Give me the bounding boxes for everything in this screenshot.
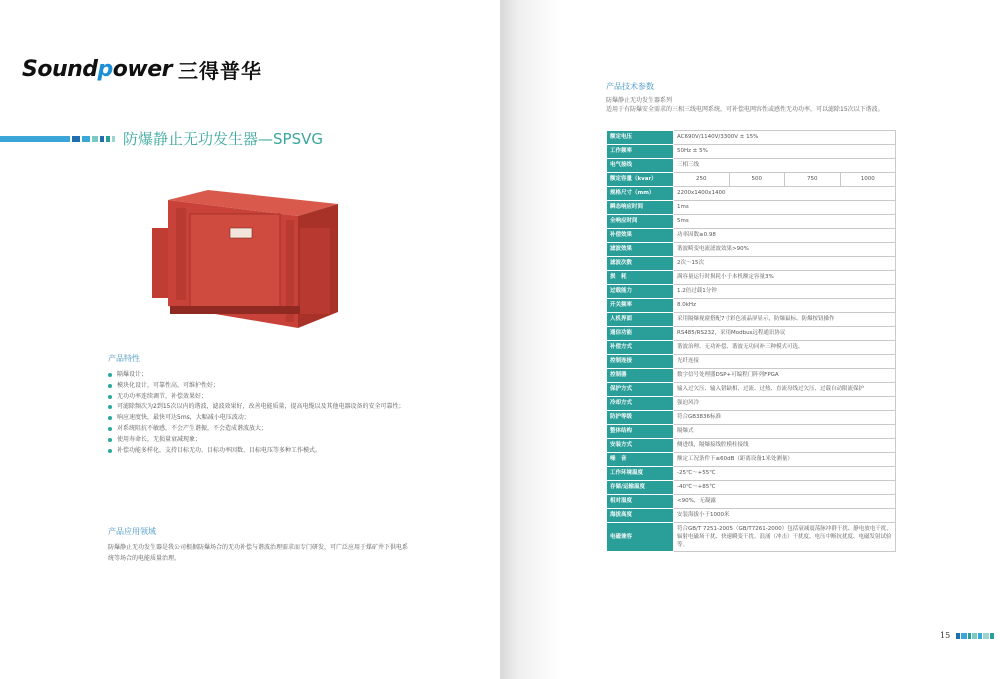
feature-item: 模块化设计，可靠性高，可维护性好； — [108, 381, 408, 392]
spec-value: -40℃～+85℃ — [674, 481, 896, 495]
spec-value: AC690V/1140V/3300V ± 15% — [674, 131, 896, 145]
spec-value: 光纤连接 — [674, 355, 896, 369]
spec-row — [607, 131, 896, 145]
feature-item: 补偿功能多样化，支持目标无功、目标功率因数、目标电压等多种工作模式。 — [108, 446, 408, 457]
spec-row — [607, 201, 896, 215]
spec-value: 5ms — [674, 215, 896, 229]
spec-value: 满容量运行时损耗小于本机额定容量3% — [674, 271, 896, 285]
spec-key: 额定电压 — [607, 131, 674, 145]
spec-key: 冷却方式 — [607, 397, 674, 411]
spec-value: 安装海拔小于1000米 — [674, 509, 896, 523]
spec-value: 2次～15次 — [674, 257, 896, 271]
spec-value: 8.0kHz — [674, 299, 896, 313]
specs-table-body — [607, 131, 896, 552]
spec-value: -25℃～+55℃ — [674, 467, 896, 481]
page-number: 15 — [940, 631, 951, 640]
spec-row — [607, 159, 896, 173]
spec-row — [607, 243, 896, 257]
spec-key: 补偿效果 — [607, 229, 674, 243]
features-list — [108, 370, 408, 456]
application-text: 防爆静止无功发生器是我公司根据防爆场合的无功补偿与谐波治理需求而专门研发，可广泛应用于煤矿井下供电系统等场合的电能质量治理。 — [108, 544, 409, 562]
spec-key: 工作环境温度 — [607, 467, 674, 481]
spec-row — [607, 509, 896, 523]
spec-value: 符合GB/T 7251-2005（GB/T7261-2000）包括衰减震荡脉冲群干扰、静电放电干扰、辐射电磁场干扰、快速瞬变干扰、浪涌（冲击）干扰度、电压中断抗扰度、电磁发射试验等。 — [674, 523, 896, 552]
specs-heading: 产品技术参数 — [606, 82, 654, 91]
brand-name-en: Soundpower — [22, 57, 172, 82]
spec-row — [607, 355, 896, 369]
spec-key: 存储/运输温度 — [607, 481, 674, 495]
spec-key: 电气接线 — [607, 159, 674, 173]
application-heading: 产品应用领域 — [108, 527, 156, 536]
spec-value: 三相三线 — [674, 159, 896, 173]
spec-row — [607, 411, 896, 425]
feature-item: 无功功率连续调节，补偿效果好； — [108, 392, 408, 403]
spec-value: RS485/RS232，采用Modbus远程通讯协议 — [674, 327, 896, 341]
spec-key: 补偿方式 — [607, 341, 674, 355]
page-number-stripes — [956, 633, 994, 639]
spec-key: 安装方式 — [607, 439, 674, 453]
spec-key: 控制器 — [607, 369, 674, 383]
title-stripes — [0, 136, 115, 142]
spec-key: 损 耗 — [607, 271, 674, 285]
spec-key: 工作频率 — [607, 145, 674, 159]
spec-key: 保护方式 — [607, 383, 674, 397]
spec-key: 通信功能 — [607, 327, 674, 341]
features-heading: 产品特性 — [108, 354, 140, 363]
spec-row — [607, 313, 896, 327]
spec-value: 1ms — [674, 201, 896, 215]
spec-row — [607, 397, 896, 411]
spec-key: 瞬态响应时间 — [607, 201, 674, 215]
spec-row — [607, 495, 896, 509]
spec-key: 滤波效果 — [607, 243, 674, 257]
feature-item: 响应速度快，最快可达5ms，大幅减小电压波动； — [108, 413, 408, 424]
spec-value: 采用隔爆视窗搭配7寸彩色液晶屏显示，防爆鼠标、防爆按钮操作 — [674, 313, 896, 327]
specs-table — [606, 130, 896, 552]
spec-key: 规格尺寸（mm） — [607, 187, 674, 201]
spec-value: 强迫风冷 — [674, 397, 896, 411]
spec-key: 整体结构 — [607, 425, 674, 439]
spec-value: 50Hz ± 5% — [674, 145, 896, 159]
spec-value: 谐波治理、无功补偿、谐波无功同补三种模式可选。 — [674, 341, 896, 355]
spec-row — [607, 369, 896, 383]
feature-item: 使用寿命长，无损量衰减现象； — [108, 435, 408, 446]
spec-key: 开关频率 — [607, 299, 674, 313]
spec-row — [607, 229, 896, 243]
spec-row — [607, 467, 896, 481]
feature-item: 隔爆设计； — [108, 370, 408, 381]
spec-value: 额定工况条件下≤60dB（距离设备1米处测量） — [674, 453, 896, 467]
spec-value: 输入过欠压、输入错缺相、过流、过热、直流母线过欠压、过载自动限流保护 — [674, 383, 896, 397]
spec-value-cell: 250 — [674, 173, 730, 187]
specs-intro — [606, 96, 906, 114]
spec-key: 滤波次数 — [607, 257, 674, 271]
spec-value-cell: 1000 — [840, 173, 896, 187]
spec-row — [607, 271, 896, 285]
spec-row — [607, 439, 896, 453]
product-title-bar — [0, 128, 323, 149]
specs-series: 防爆静止无功发生器系列 — [606, 97, 673, 104]
spec-row — [607, 481, 896, 495]
spec-row — [607, 173, 896, 187]
spec-row — [607, 425, 896, 439]
specs-description: 适用于有防爆安全需求的三相三线电网系统，可补偿电网容性或感性无功功率，可以滤除15次以下谐波。 — [606, 106, 884, 113]
spec-row — [607, 257, 896, 271]
brand-logo — [22, 55, 262, 84]
spec-value: 数字信号处理器DSP+可编程门阵列FPGA — [674, 369, 896, 383]
spec-key: 防护等级 — [607, 411, 674, 425]
spec-value: 1.2倍过载1分钟 — [674, 285, 896, 299]
brand-name-cn: 三得普华 — [178, 59, 262, 83]
spec-key: 人机界面 — [607, 313, 674, 327]
spec-key: 噪 音 — [607, 453, 674, 467]
spec-row — [607, 187, 896, 201]
spec-value: 隔爆式 — [674, 425, 896, 439]
spec-value: 2200x1400x1400 — [674, 187, 896, 201]
spec-value: <90%，无凝露 — [674, 495, 896, 509]
spec-row — [607, 523, 896, 552]
spec-row — [607, 341, 896, 355]
spec-row — [607, 299, 896, 313]
spec-value: 功率因数≥0.98 — [674, 229, 896, 243]
product-cabinet-image — [148, 188, 338, 330]
spec-value: 侧进线，隔爆接线腔模柱接线 — [674, 439, 896, 453]
spec-key: 全响应时间 — [607, 215, 674, 229]
spec-row — [607, 327, 896, 341]
spec-value: 符合GB3836标准 — [674, 411, 896, 425]
spec-row — [607, 285, 896, 299]
feature-item: 对系统阻抗不敏感，不会产生谐振，不会造成谐波放大； — [108, 424, 408, 435]
spec-key: 相对湿度 — [607, 495, 674, 509]
spec-row — [607, 453, 896, 467]
spec-row — [607, 215, 896, 229]
spec-value-cell: 750 — [785, 173, 841, 187]
spec-key: 额定容量（kvar） — [607, 173, 674, 187]
spec-value: 谐波畸变电流滤波效果>90% — [674, 243, 896, 257]
spec-value-cell: 500 — [729, 173, 785, 187]
spec-key: 控制连接 — [607, 355, 674, 369]
product-title: 防爆静止无功发生器—SPSVG — [123, 130, 323, 148]
spec-key: 海拔高度 — [607, 509, 674, 523]
feature-item: 可滤除频次为2到15次以内的谐波，滤波效果好，改善电能质量，提高电缆以及其他电器设备的安全可靠性； — [108, 402, 408, 413]
spec-row — [607, 383, 896, 397]
spec-key: 过载能力 — [607, 285, 674, 299]
spec-key: 电磁兼容 — [607, 523, 674, 552]
spec-row — [607, 145, 896, 159]
